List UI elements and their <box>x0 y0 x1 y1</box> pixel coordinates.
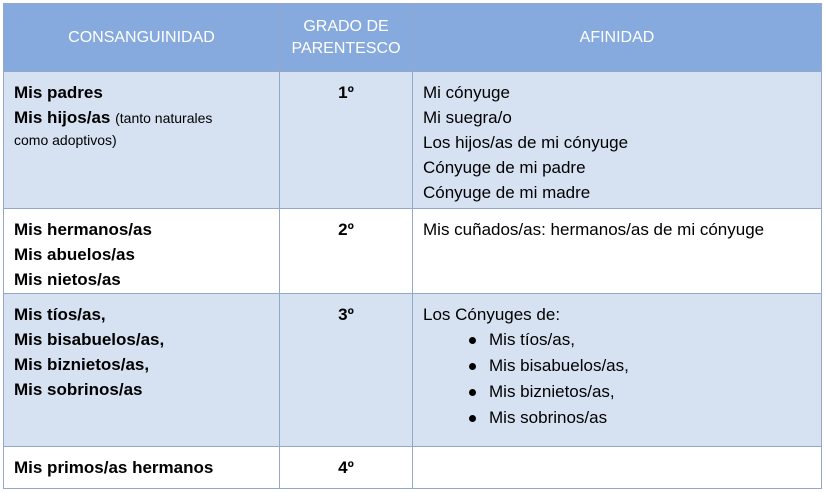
grado-value: 1º <box>338 83 354 102</box>
consanguinidad-cell <box>4 294 280 446</box>
afinidad-item: Mi suegra/o <box>423 108 512 127</box>
consanguinidad-note-continued: como adoptivos) <box>14 132 117 148</box>
list-item: Mis tíos/as, <box>463 327 811 353</box>
table-row <box>4 209 821 294</box>
afinidad-item: Los hijos/as de mi cónyuge <box>423 133 629 152</box>
header-afinidad-label: AFINIDAD <box>579 28 655 46</box>
afinidad-bullet-list <box>423 327 811 431</box>
grado-value: 3º <box>338 305 354 324</box>
grado-cell <box>280 294 413 446</box>
grado-cell <box>280 72 413 208</box>
consanguinidad-item: Mis tíos/as, <box>14 305 106 324</box>
grado-value: 4º <box>338 458 354 477</box>
consanguinidad-item: Mis nietos/as <box>14 270 121 289</box>
list-item: Mis bisabuelos/as, <box>463 353 811 379</box>
consanguinidad-item: Mis abuelos/as <box>14 245 135 264</box>
consanguinidad-cell <box>4 447 280 488</box>
table-row <box>4 72 821 209</box>
header-grado-line1: GRADO DE <box>303 17 389 35</box>
consanguinidad-item: Mis bisabuelos/as, <box>14 330 165 349</box>
afinidad-cell <box>413 72 821 208</box>
consanguinidad-note: (tanto naturales <box>115 110 213 126</box>
grado-value: 2º <box>338 220 354 239</box>
consanguinidad-item: Mis padres <box>14 83 103 102</box>
consanguinidad-cell <box>4 209 280 293</box>
consanguinidad-cell <box>4 72 280 208</box>
afinidad-item: Cónyuge de mi madre <box>423 183 591 202</box>
afinidad-item: Mi cónyuge <box>423 83 510 102</box>
table-row <box>4 447 821 488</box>
afinidad-cell <box>413 294 821 446</box>
table-header-row <box>4 4 821 72</box>
consanguinidad-item: Mis biznietos/as, <box>14 355 150 374</box>
afinidad-intro: Los Cónyuges de: <box>423 305 561 324</box>
consanguinidad-item: Mis hijos/as <box>14 108 111 127</box>
consanguinidad-item-with-note <box>14 105 269 130</box>
consanguinidad-item: Mis sobrinos/as <box>14 380 143 399</box>
header-grado-line2: PARENTESCO <box>291 39 401 57</box>
consanguinidad-item: Mis hermanos/as <box>14 220 152 239</box>
header-afinidad <box>413 4 821 71</box>
header-consanguinidad <box>4 4 280 71</box>
header-grado-parentesco <box>280 4 413 71</box>
grado-cell <box>280 447 413 488</box>
afinidad-cell <box>413 209 821 293</box>
header-consanguinidad-label: CONSANGUINIDAD <box>68 28 215 46</box>
grado-cell <box>280 209 413 293</box>
afinidad-item: Mis cuñados/as: hermanos/as de mi cónyuge <box>423 220 765 239</box>
table-row <box>4 294 821 447</box>
afinidad-cell-empty <box>413 447 821 488</box>
list-item: Mis biznietos/as, <box>463 379 811 405</box>
list-item: Mis sobrinos/as <box>463 405 811 431</box>
kinship-table <box>3 3 822 489</box>
afinidad-item: Cónyuge de mi padre <box>423 158 586 177</box>
consanguinidad-item: Mis primos/as hermanos <box>14 458 214 477</box>
